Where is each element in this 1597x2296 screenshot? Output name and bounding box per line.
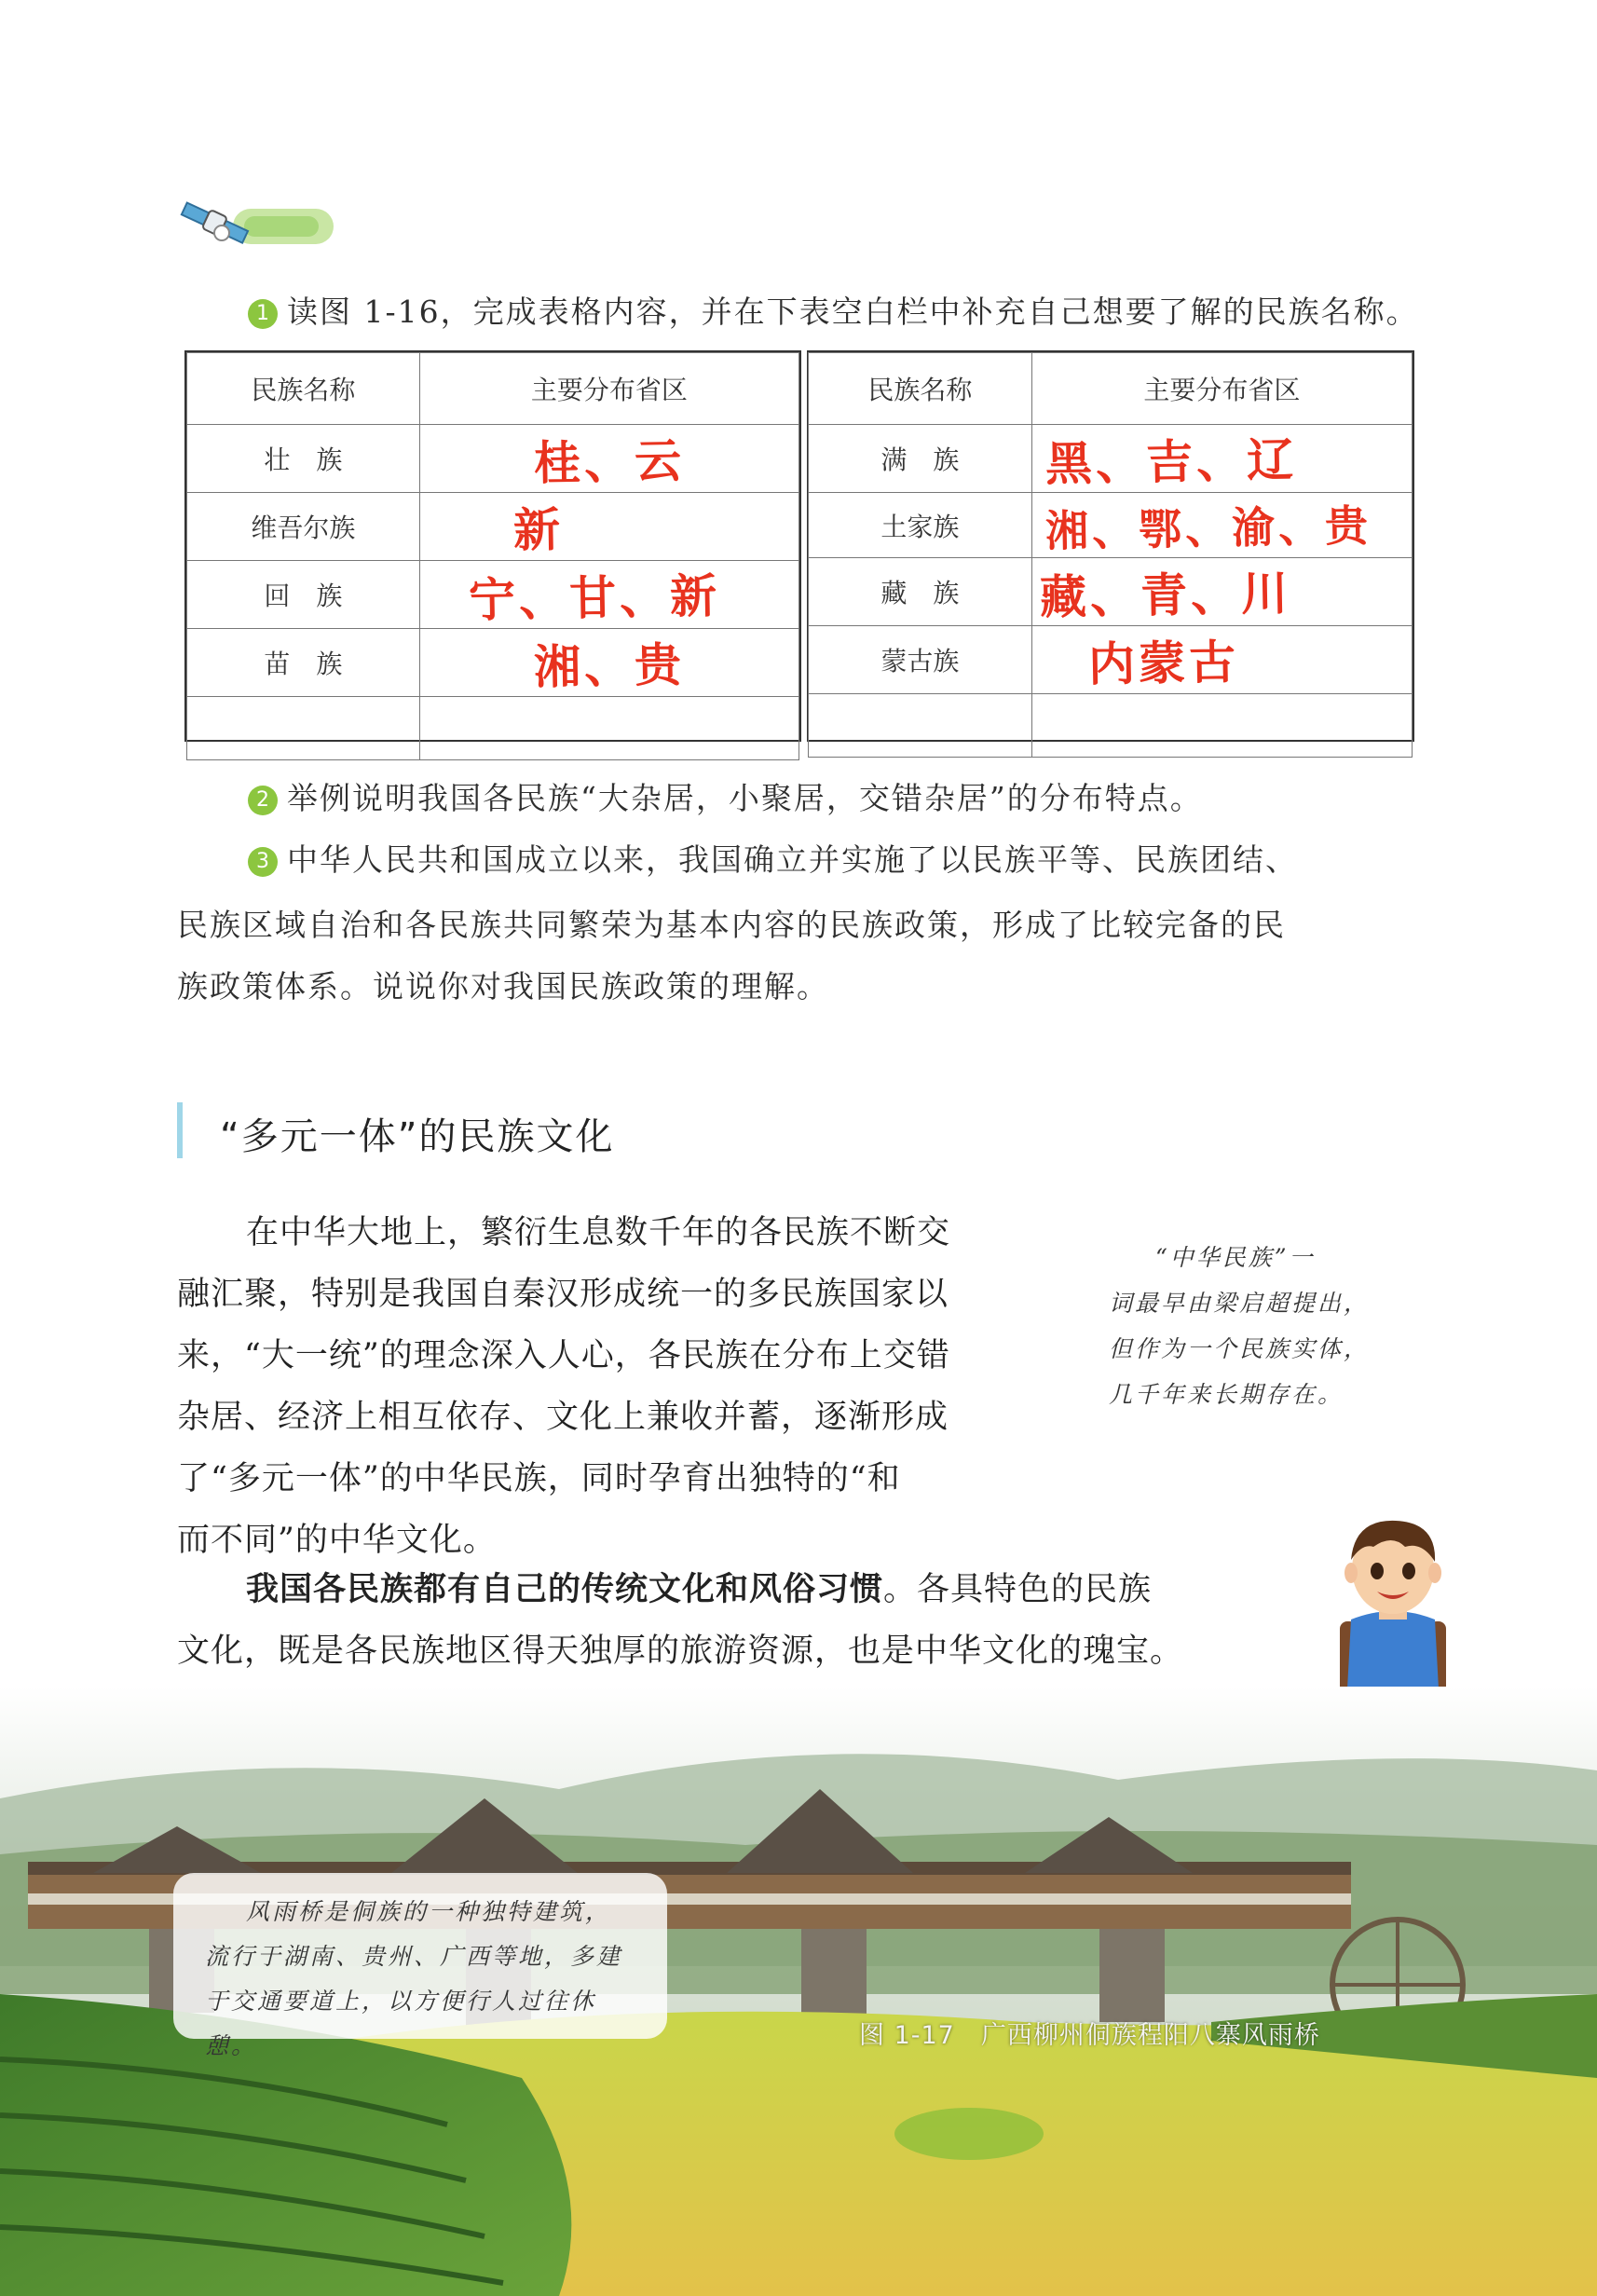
handwritten-answer: 新 — [512, 502, 565, 558]
ethnic-table-right — [807, 350, 1414, 742]
ethnic-name: 壮 族 — [187, 425, 420, 493]
side-note-line: 但作为一个民族实体， — [1109, 1335, 1371, 1362]
section-title: “多元一体”的民族文化 — [220, 1115, 615, 1158]
table-header-region: 主要分布省区 — [419, 353, 798, 425]
ethnic-name: 藏 族 — [809, 558, 1032, 626]
question-number-2: 2 — [248, 786, 278, 815]
paragraph-text: 。各具特色的民族 — [883, 1571, 1153, 1608]
paragraph-bold-text: 我国各民族都有自己的传统文化和风俗习惯 — [246, 1570, 884, 1608]
question-3-line: 中华人民共和国成立以来，我国确立并实施了以民族平等、民族团结、 — [287, 841, 1298, 878]
handwritten-answer: 藏、青、川 — [1039, 566, 1292, 625]
paragraph-2 — [177, 1559, 1295, 1682]
paragraph-line: 杂居、经济上相互依存、文化上兼收并蓄，逐渐形成 — [177, 1399, 949, 1436]
paragraph-line: 在中华大地上，繁衍生息数千年的各民族不断交 — [246, 1214, 951, 1251]
figure-caption: 图 1-17 广西柳州侗族程阳八寨风雨桥 — [859, 2021, 1320, 2050]
paragraph-line: 了“多元一体”的中华民族，同时孕育出独特的“和 — [177, 1460, 901, 1497]
paragraph-line: 融汇聚，特别是我国自秦汉形成统一的多民族国家以 — [177, 1276, 949, 1313]
ethnic-name: 满 族 — [809, 425, 1032, 493]
activity-satellite-icon — [177, 196, 335, 253]
paragraph-line: 来，“大一统”的理念深入人心，各民族在分布上交错 — [177, 1337, 950, 1374]
question-3-line: 民族区域自治和各民族共同繁荣为基本内容的民族政策，形成了比较完备的民 — [177, 907, 1286, 943]
question-1-text: 读图 1-16，完成表格内容，并在下表空白栏中补充自己想要了解的民族名称。 — [287, 294, 1419, 330]
question-3-line: 族政策体系。说说你对我国民族政策的理解。 — [177, 968, 829, 1004]
ethnic-name: 土家族 — [809, 493, 1032, 558]
question-2 — [248, 766, 1203, 830]
caption-line: 流行于湖南、贵州、广西等地，多建 — [205, 1943, 623, 1970]
handwritten-answer: 湘、鄂、渝、贵 — [1044, 499, 1372, 556]
table-row-blank — [187, 697, 799, 760]
question-3 — [248, 827, 1298, 892]
paragraph-1 — [177, 1202, 1071, 1571]
ethnic-table-left — [184, 350, 801, 742]
side-note — [1109, 1235, 1416, 1417]
table-row — [809, 558, 1413, 626]
side-note-line: 词最早由梁启超提出， — [1109, 1290, 1371, 1317]
question-number-1: 1 — [248, 299, 278, 329]
table-row — [187, 425, 799, 493]
question-2-text: 举例说明我国各民族“大杂居，小聚居，交错杂居”的分布特点。 — [287, 780, 1203, 816]
side-note-line: “中华民族”一 — [1155, 1244, 1316, 1271]
ethnic-name: 回 族 — [187, 561, 420, 629]
table-row — [187, 629, 799, 697]
table-row — [187, 493, 799, 561]
handwritten-answer: 湘、贵 — [533, 637, 686, 695]
table-header-name: 民族名称 — [187, 353, 420, 425]
handwritten-answer: 宁、甘、新 — [468, 568, 721, 628]
question-number-3: 3 — [248, 847, 278, 877]
ethnic-name: 苗 族 — [187, 629, 420, 697]
handwritten-answer: 黑、吉、辽 — [1044, 432, 1298, 492]
handwritten-answer: 内蒙古 — [1087, 635, 1240, 692]
table-row — [809, 626, 1413, 694]
question-1 — [248, 280, 1419, 344]
table-row — [187, 561, 799, 629]
ethnic-name: 维吾尔族 — [187, 493, 420, 561]
paragraph-line: 文化，既是各民族地区得天独厚的旅游资源，也是中华文化的瑰宝。 — [177, 1633, 1184, 1670]
table-row-blank — [809, 694, 1413, 758]
table-row — [809, 493, 1413, 558]
table-header-region: 主要分布省区 — [1031, 353, 1412, 425]
photo-caption-box — [173, 1873, 667, 2059]
table-header-name: 民族名称 — [809, 353, 1032, 425]
ethnic-name: 蒙古族 — [809, 626, 1032, 694]
paragraph-line: 而不同”的中华文化。 — [177, 1522, 497, 1559]
table-row — [809, 425, 1413, 493]
caption-line: 于交通要道上，以方便行人过往休憩。 — [205, 1988, 597, 2059]
handwritten-answer: 桂、云 — [533, 433, 686, 491]
caption-line: 风雨桥是侗族的一种独特建筑， — [246, 1898, 612, 1925]
section-accent-bar — [177, 1102, 183, 1158]
side-note-line: 几千年来长期存在。 — [1109, 1381, 1344, 1408]
